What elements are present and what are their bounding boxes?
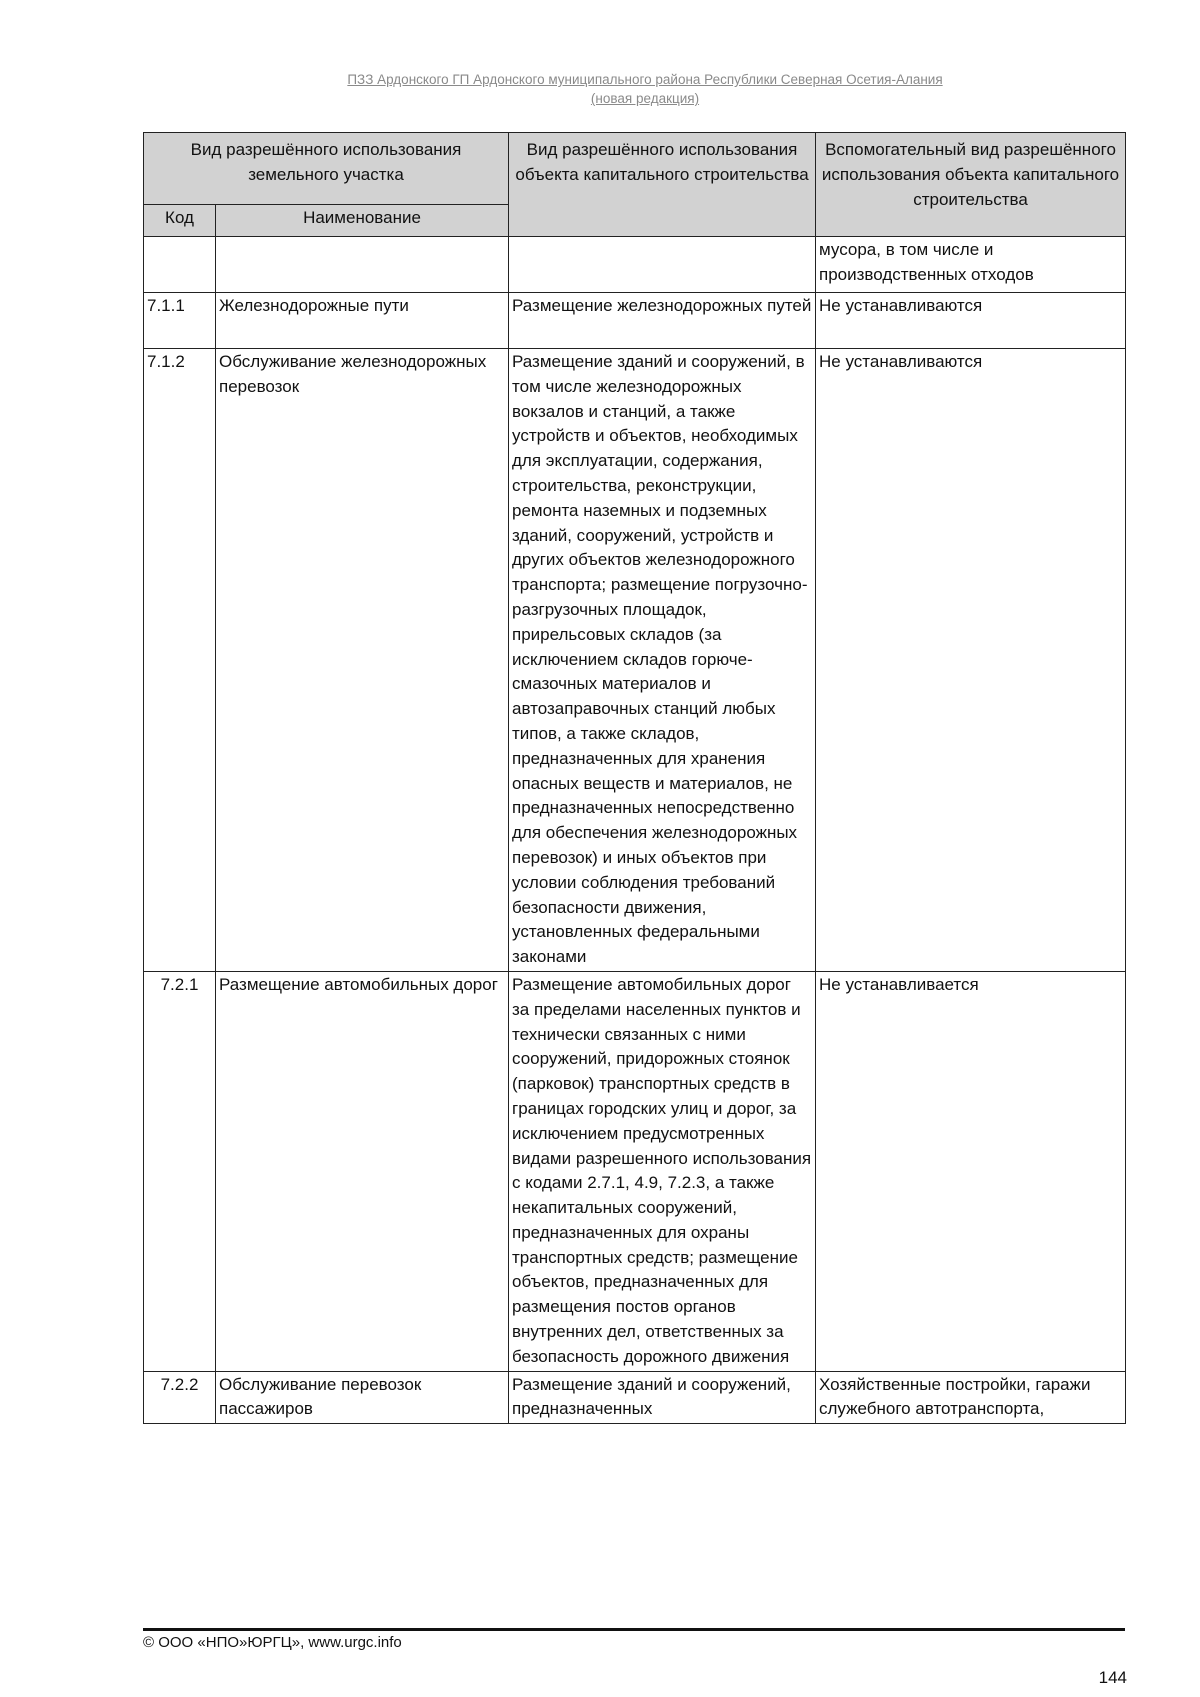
row-code (144, 237, 216, 293)
row-name: Железнодорожные пути (216, 293, 509, 349)
row-object: Размещение автомобильных дорог за пределами населенных пунктов и технически связанных с ними сооружений, придорожных стоянок (парковок) транспортных средств в границах городских улиц и дорог, за исключением предусмотренных видами разрешенного использования с кодами 2.7.1, 4.9, 7.2.3, а также некапитальных сооружений, предназначенных для охраны транспортных средств; размещение объектов, предназначенных для размещения постов органов внутренних дел, ответственных за безопасность дорожного движения (509, 971, 816, 1371)
row-code: 7.2.2 (144, 1371, 216, 1424)
row-aux: мусора, в том числе и производственных отходов (816, 237, 1126, 293)
land-use-table (143, 132, 1126, 1424)
table-row (144, 237, 1126, 293)
header-name: Наименование (216, 205, 509, 237)
header-capital-object: Вид разрешённого использования объекта капитального строительства (509, 133, 816, 237)
page-header (200, 70, 1090, 108)
footer-divider (143, 1628, 1125, 1631)
row-code: 7.1.2 (144, 349, 216, 972)
row-object (509, 237, 816, 293)
row-code: 7.1.1 (144, 293, 216, 349)
row-aux: Не устанавливаются (816, 349, 1126, 972)
row-name (216, 237, 509, 293)
header-title: ПЗЗ Ардонского ГП Ардонского муниципального района Республики Северная Осетия-Алания (347, 72, 943, 87)
footer-copyright: © ООО «НПО»ЮРГЦ», www.urgc.info (143, 1634, 402, 1651)
row-object: Размещение зданий и сооружений, в том числе железнодорожных вокзалов и станций, а также устройств и объектов, необходимых для эксплуатации, содержания, строительства, реконструкции, ремонта наземных и подземных зданий, сооружений, устройств и других объектов железнодорожного транспорта; размещение погрузочно-разгрузочных площадок, прирельсовых складов (за исключением складов горюче-смазочных материалов и автозаправочных станций любых типов, а также складов, предназначенных для хранения опасных веществ и материалов, не предназначенных непосредственно для обеспечения железнодорожных перевозок) и иных объектов при условии соблюдения требований безопасности движения, установленных федеральными законами (509, 349, 816, 972)
table-row (144, 1371, 1126, 1424)
row-code: 7.2.1 (144, 971, 216, 1371)
header-auxiliary: Вспомогательный вид разрешённого использования объекта капитального строительства (816, 133, 1126, 237)
table-row (144, 293, 1126, 349)
row-name: Обслуживание перевозок пассажиров (216, 1371, 509, 1424)
header-subtitle: (новая редакция) (590, 91, 700, 106)
row-object: Размещение зданий и сооружений, предназначенных (509, 1371, 816, 1424)
row-aux: Не устанавливается (816, 971, 1126, 1371)
row-name: Размещение автомобильных дорог (216, 971, 509, 1371)
row-name: Обслуживание железнодорожных перевозок (216, 349, 509, 972)
table-row (144, 971, 1126, 1371)
page-number: 144 (1098, 1668, 1127, 1687)
header-code: Код (144, 205, 216, 237)
row-object: Размещение железнодорожных путей (509, 293, 816, 349)
row-aux: Не устанавливаются (816, 293, 1126, 349)
table-row (144, 349, 1126, 972)
row-aux: Хозяйственные постройки, гаражи служебного автотранспорта, (816, 1371, 1126, 1424)
header-land-use: Вид разрешённого использования земельного участка (144, 133, 509, 205)
